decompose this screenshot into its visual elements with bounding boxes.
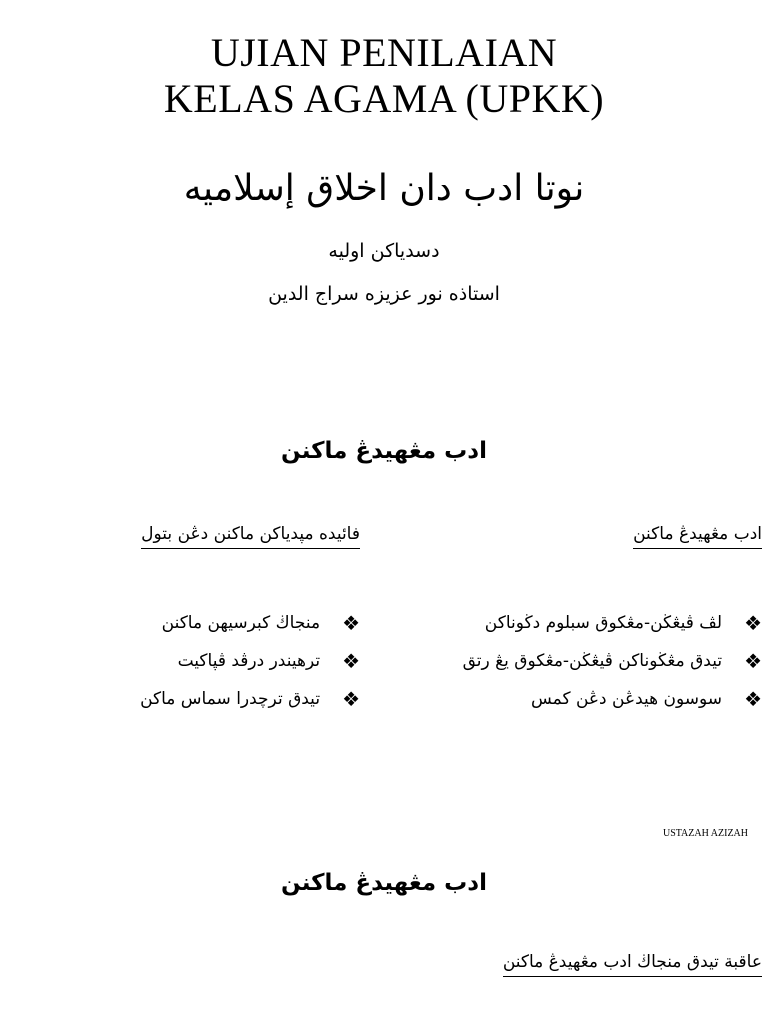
list-item-text: سوسون هيدڠن دڠن كمس [530, 689, 723, 709]
list-item-text: تيدق مڠڬوناكن ڤيڠڬن-مڠكوق يڠ رتق [462, 651, 723, 671]
consequence-title: عاقبة تيدق منجاڬ ادب مڠهيدڠ ماكنن [503, 952, 762, 977]
diamond-bullet-icon: ❖ [342, 611, 360, 635]
list-item [463, 642, 762, 680]
list-item-text: ترهيندر درڤد ڤڽاكيت [177, 651, 321, 671]
title-line-2: KELAS AGAMA (UPKK) [163, 76, 605, 121]
prepared-by: دسدياكن اوليه [328, 240, 440, 262]
list-item-text: تيدق ترچدرا سماس ماكن [140, 689, 321, 709]
diamond-bullet-icon: ❖ [744, 649, 762, 673]
section-heading-2: ادب مڠهيدڠ ماكنن [281, 870, 487, 896]
left-column-title: فائيده مڽدياكن ماكنن دڠن بتول [141, 524, 360, 549]
list-item [140, 604, 360, 642]
list-item-text: منجاڬ كبرسيهن ماكنن [161, 613, 321, 633]
section-heading: ادب مڠهيدڠ ماكنن [281, 438, 487, 464]
diamond-bullet-icon: ❖ [744, 687, 762, 711]
diamond-bullet-icon: ❖ [342, 687, 360, 711]
footer-author: USTAZAH AZIZAH [662, 828, 748, 839]
list-item [140, 680, 360, 718]
title-line-1: UJIAN PENILAIAN [210, 30, 558, 75]
right-column-title: ادب مڠهيدڠ ماكنن [633, 524, 762, 549]
list-item [463, 604, 762, 642]
author-name: استاذه نور عزيزه سراج الدين [268, 283, 500, 305]
diamond-bullet-icon: ❖ [342, 649, 360, 673]
right-column-list [463, 604, 762, 718]
left-column-list [140, 604, 360, 718]
list-item [140, 642, 360, 680]
main-title-jawi: نوتا ادب دان اخلاق إسلاميه [183, 168, 585, 209]
list-item-text: لڤ ڤيڠڬن-مڠكوق سبلوم دڬوناكن [484, 613, 723, 633]
document-title [0, 30, 768, 122]
list-item [463, 680, 762, 718]
diamond-bullet-icon: ❖ [744, 611, 762, 635]
